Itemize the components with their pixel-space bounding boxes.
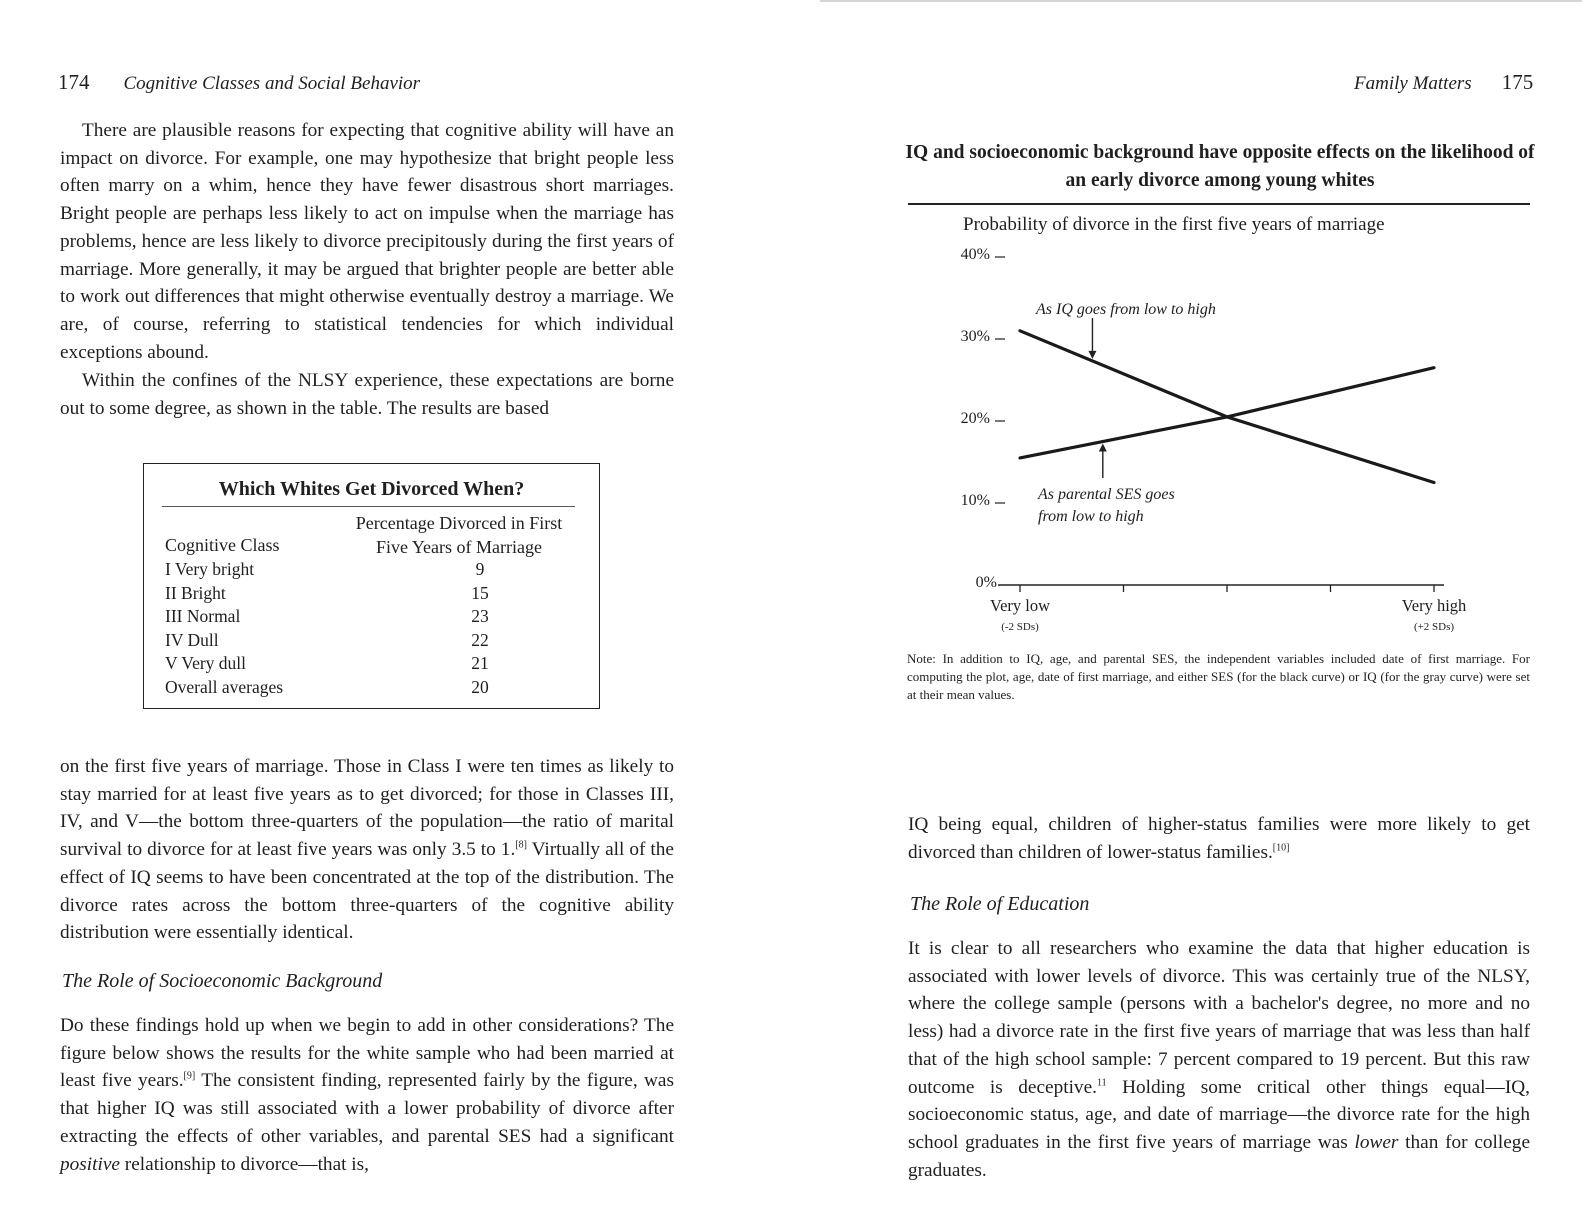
figure-note: Note: In addition to IQ, age, and parental SES, the independent variables included date of first marriage. For computing the plot, age, date of first marriage, and either SES (for the black curve) or IQ (for the gray curve) were set at their mean values. (907, 651, 1530, 702)
footnote-ref: [9] (183, 1070, 196, 1082)
paragraph: IQ being equal, children of higher-status families were more likely to get divorced than children of lower-status families.[10] (908, 814, 1530, 863)
cognitive-class-label: V Very dull (165, 653, 247, 674)
ses-curve-annotation: As parental SES goes from low to high (1038, 486, 1175, 525)
y-tick-label: 20% (960, 410, 990, 427)
page-number: 174 (58, 70, 90, 94)
paragraph: Do these findings hold up when we begin to add in other considerations? The figure below shows the results for the white sample who had been married at least five years.[9] The consistent finding, represented fairly by the figure, was that higher IQ was still associated with a lower probability of divorce after extracting the effects of other variables, and parental SES had a significant positive relationship to divorce—that is, (60, 1015, 674, 1175)
section-heading: The Role of Education (910, 893, 1090, 915)
running-head: Family Matters (1354, 73, 1472, 94)
y-tick-label: 10% (960, 492, 990, 509)
page-number: 175 (1501, 70, 1534, 94)
table-column-header: Percentage Divorced in First Five Years of Marriage (355, 513, 563, 557)
divorce-percentage: 22 (471, 629, 489, 650)
paragraph: Within the confines of the NLSY experience, these expectations are borne out to some degree, as shown in the table. The results are based (60, 370, 674, 419)
table-column-header: Cognitive Class (165, 535, 280, 555)
chart-subtitle: Probability of divorce in the first five years of marriage (963, 214, 1385, 235)
footnote-ref: [8] (515, 839, 527, 851)
cognitive-class-label: I Very bright (165, 559, 255, 579)
x-axis-sublabel: (-2 SDs) (1001, 621, 1039, 633)
cognitive-class-label: Overall averages (165, 677, 284, 697)
cognitive-class-label: III Normal (165, 606, 241, 627)
divorce-percentage: 9 (475, 559, 485, 579)
ses-arrow-head (1099, 444, 1107, 452)
paragraph: There are plausible reasons for expecting that cognitive ability will have an impact on divorce. For example, one may hypothesize that bright people less often marry on a whim, hence they have fewer disastrous short marriages. Bright people are perhaps less likely to act on impulse when the marriage has problems, hence are less likely to divorce precipitously during the first years of marriage. More generally, it may be argued that brighter people are better able to work out differences that might otherwise eventually destroy a marriage. We are, of course, referring to statistical tendencies for which individual exceptions abound. (60, 120, 674, 363)
iq-curve-annotation: As IQ goes from low to high (1036, 301, 1216, 318)
footnote-ref: 11 (1096, 1077, 1107, 1089)
divorce-percentage: 15 (471, 582, 489, 603)
x-axis-sublabel: (+2 SDs) (1413, 621, 1455, 633)
divorce-percentage: 23 (471, 606, 489, 627)
footnote-ref: [10] (1272, 842, 1290, 854)
iq-arrow-head (1088, 351, 1096, 359)
x-axis-label: Very low (989, 596, 1051, 615)
paragraph: It is clear to all researchers who examine the data that higher education is associated with lower levels of divorce. This was certainly true of the NLSY, where the college sample (persons with a bachelor's degree, no more and no less) had a divorce rate in the first five years of marriage that was less than half that of the high school sample: 7 percent compared to 19 percent. But this raw outcome is deceptive.$^{11}$ Holding some critical other things equal—IQ, socioeconomic status, age, and date of marriage—the divorce rate for the high school graduates in the first five years of marriage was lower than for college graduates. (908, 938, 1531, 1181)
y-tick-label: 0% (975, 574, 997, 591)
figure-title: IQ and socioeconomic background have opposite effects on the likelihood of an early divorce among young whites (905, 142, 1535, 191)
ses-curve-line (1020, 368, 1434, 458)
paragraph: on the first five years of marriage. Those in Class I were ten times as likely to stay married for at least five years as to get divorced; for those in Classes III, IV, and V—the bottom three-quarters of the population—the ratio of marital survival to divorce for at least five years was only 3.5 to 1.[8] Virtually all of the effect of IQ seems to have been concentrated at the top of the distribution. The divorce rates across the bottom three-quarters of the cognitive ability distribution were essentially identical. (60, 756, 674, 944)
divorce-percentage: 20 (471, 677, 489, 697)
x-axis-label: Very high (1401, 596, 1467, 615)
divorce-percentage: 21 (471, 653, 489, 674)
iq-curve-line (1020, 331, 1434, 483)
running-head: Cognitive Classes and Social Behavior (123, 73, 421, 94)
y-tick-label: 30% (960, 328, 990, 345)
cognitive-class-label: IV Dull (165, 629, 219, 650)
y-tick-label: 40% (960, 246, 990, 263)
table-title: Which Whites Get Divorced When? (218, 478, 525, 500)
section-heading: The Role of Socioeconomic Background (62, 970, 383, 992)
cognitive-class-label: II Bright (165, 582, 226, 603)
